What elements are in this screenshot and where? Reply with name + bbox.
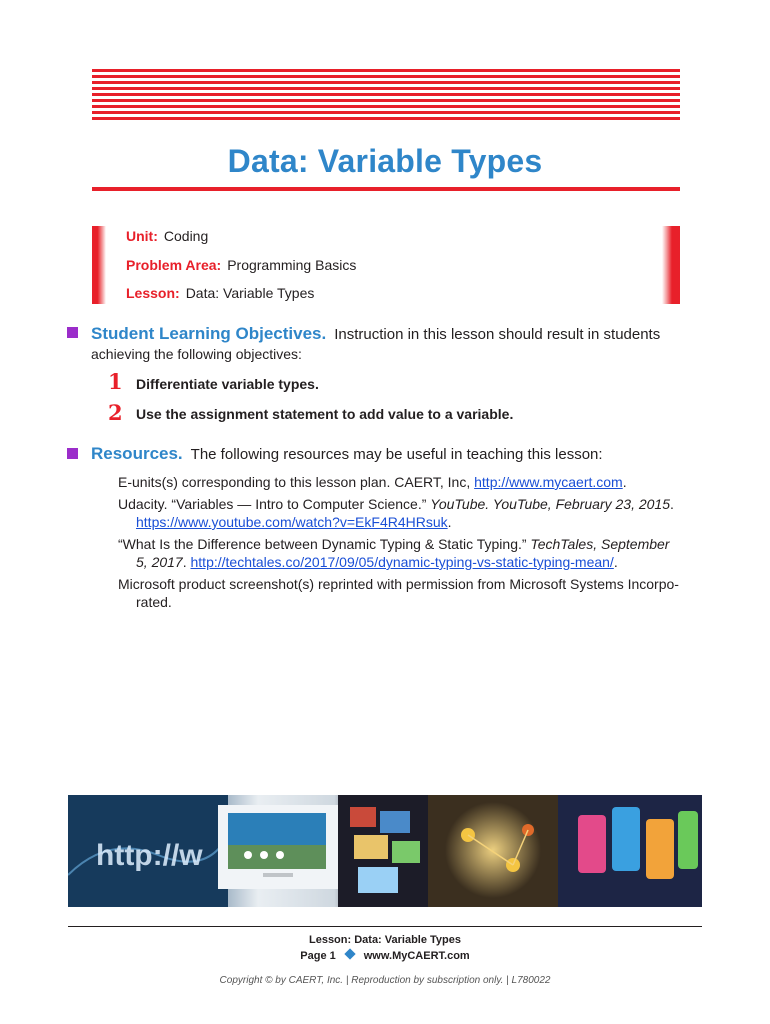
resource-1-text: E-units(s) corresponding to this lesson plan. CAERT, Inc, xyxy=(118,474,475,490)
resource-3-end: . xyxy=(613,554,618,570)
resource-3-text: “What Is the Difference between Dynamic Typing & Static Typing.” xyxy=(118,536,531,552)
footer-page-line xyxy=(0,950,770,962)
objectives-bullet-icon xyxy=(67,327,78,338)
resource-2-end: . xyxy=(670,496,674,512)
unit-label: Unit: xyxy=(126,228,158,244)
footer-lesson: Lesson: Data: Variable Types xyxy=(308,934,462,946)
meta-problem-area xyxy=(126,257,356,273)
resource-1-link[interactable]: http://www.mycaert.com xyxy=(474,474,623,490)
diamond-icon xyxy=(344,948,355,959)
lesson-value: Data: Variable Types xyxy=(185,285,315,301)
title-rule xyxy=(92,187,680,191)
resource-1 xyxy=(118,474,627,490)
banner-illustration xyxy=(68,795,702,907)
resource-2-text: Udacity. “Variables — Intro to Computer Science.” xyxy=(118,496,431,512)
footer-site: www.MyCAERT.com xyxy=(363,950,470,962)
resource-3-cont xyxy=(136,554,618,570)
resource-4: Microsoft product screenshot(s) reprinted with permission from Microsoft Systems Incorpo- xyxy=(118,576,679,592)
objective-2-number: 2 xyxy=(108,400,123,425)
resource-4-cont: rated. xyxy=(136,594,172,610)
resource-3-date: 5, 2017 xyxy=(136,554,183,570)
objectives-heading-line xyxy=(91,324,660,344)
lesson-label: Lesson: xyxy=(126,285,180,301)
objectives-intro: Instruction in this lesson should result in students xyxy=(334,326,661,343)
objective-2-text: Use the assignment statement to add value to a variable. xyxy=(136,406,514,422)
resource-2-cont xyxy=(136,514,452,530)
problem-area-value: Programming Basics xyxy=(227,257,357,273)
resource-3-source: TechTales, September xyxy=(530,536,670,552)
resource-2-end2: . xyxy=(447,514,452,530)
header-stripes xyxy=(92,69,680,121)
unit-value: Coding xyxy=(163,228,209,244)
meta-bracket-right xyxy=(662,226,680,304)
resource-3-link[interactable]: http://techtales.co/2017/09/05/dynamic-typing-vs-static-typing-mean/ xyxy=(190,554,614,570)
resource-2 xyxy=(118,496,674,512)
page-title: Data: Variable Types xyxy=(227,143,543,179)
objectives-intro-cont: achieving the following objectives: xyxy=(91,346,302,362)
objective-1-text: Differentiate variable types. xyxy=(136,376,319,392)
footer-copyright: Copyright © by CAERT, Inc. | Reproduction by subscription only. | L780022 xyxy=(219,975,551,986)
meta-unit xyxy=(126,228,208,244)
problem-area-label: Problem Area: xyxy=(126,257,222,273)
resources-heading-line xyxy=(91,444,603,464)
meta-lesson xyxy=(126,285,314,301)
objective-1-number: 1 xyxy=(108,369,123,394)
banner-url-text: http://w xyxy=(96,839,203,872)
resources-intro: The following resources may be useful in teaching this lesson: xyxy=(190,446,603,463)
resource-1-end: . xyxy=(622,474,627,490)
technology-banner-image xyxy=(68,795,702,907)
footer-page: Page 1 xyxy=(300,950,336,962)
resource-3 xyxy=(118,536,669,552)
footer-rule xyxy=(68,926,702,927)
resource-2-source: YouTube. YouTube, February 23, 2015 xyxy=(430,496,670,512)
objectives-heading: Student Learning Objectives. xyxy=(91,324,327,343)
meta-bracket-left xyxy=(92,226,106,304)
resource-2-link[interactable]: https://www.youtube.com/watch?v=EkF4R4HRsuk xyxy=(136,514,448,530)
resource-3-mid: . xyxy=(182,554,191,570)
resources-heading: Resources. xyxy=(91,444,183,463)
resources-bullet-icon xyxy=(67,448,78,459)
